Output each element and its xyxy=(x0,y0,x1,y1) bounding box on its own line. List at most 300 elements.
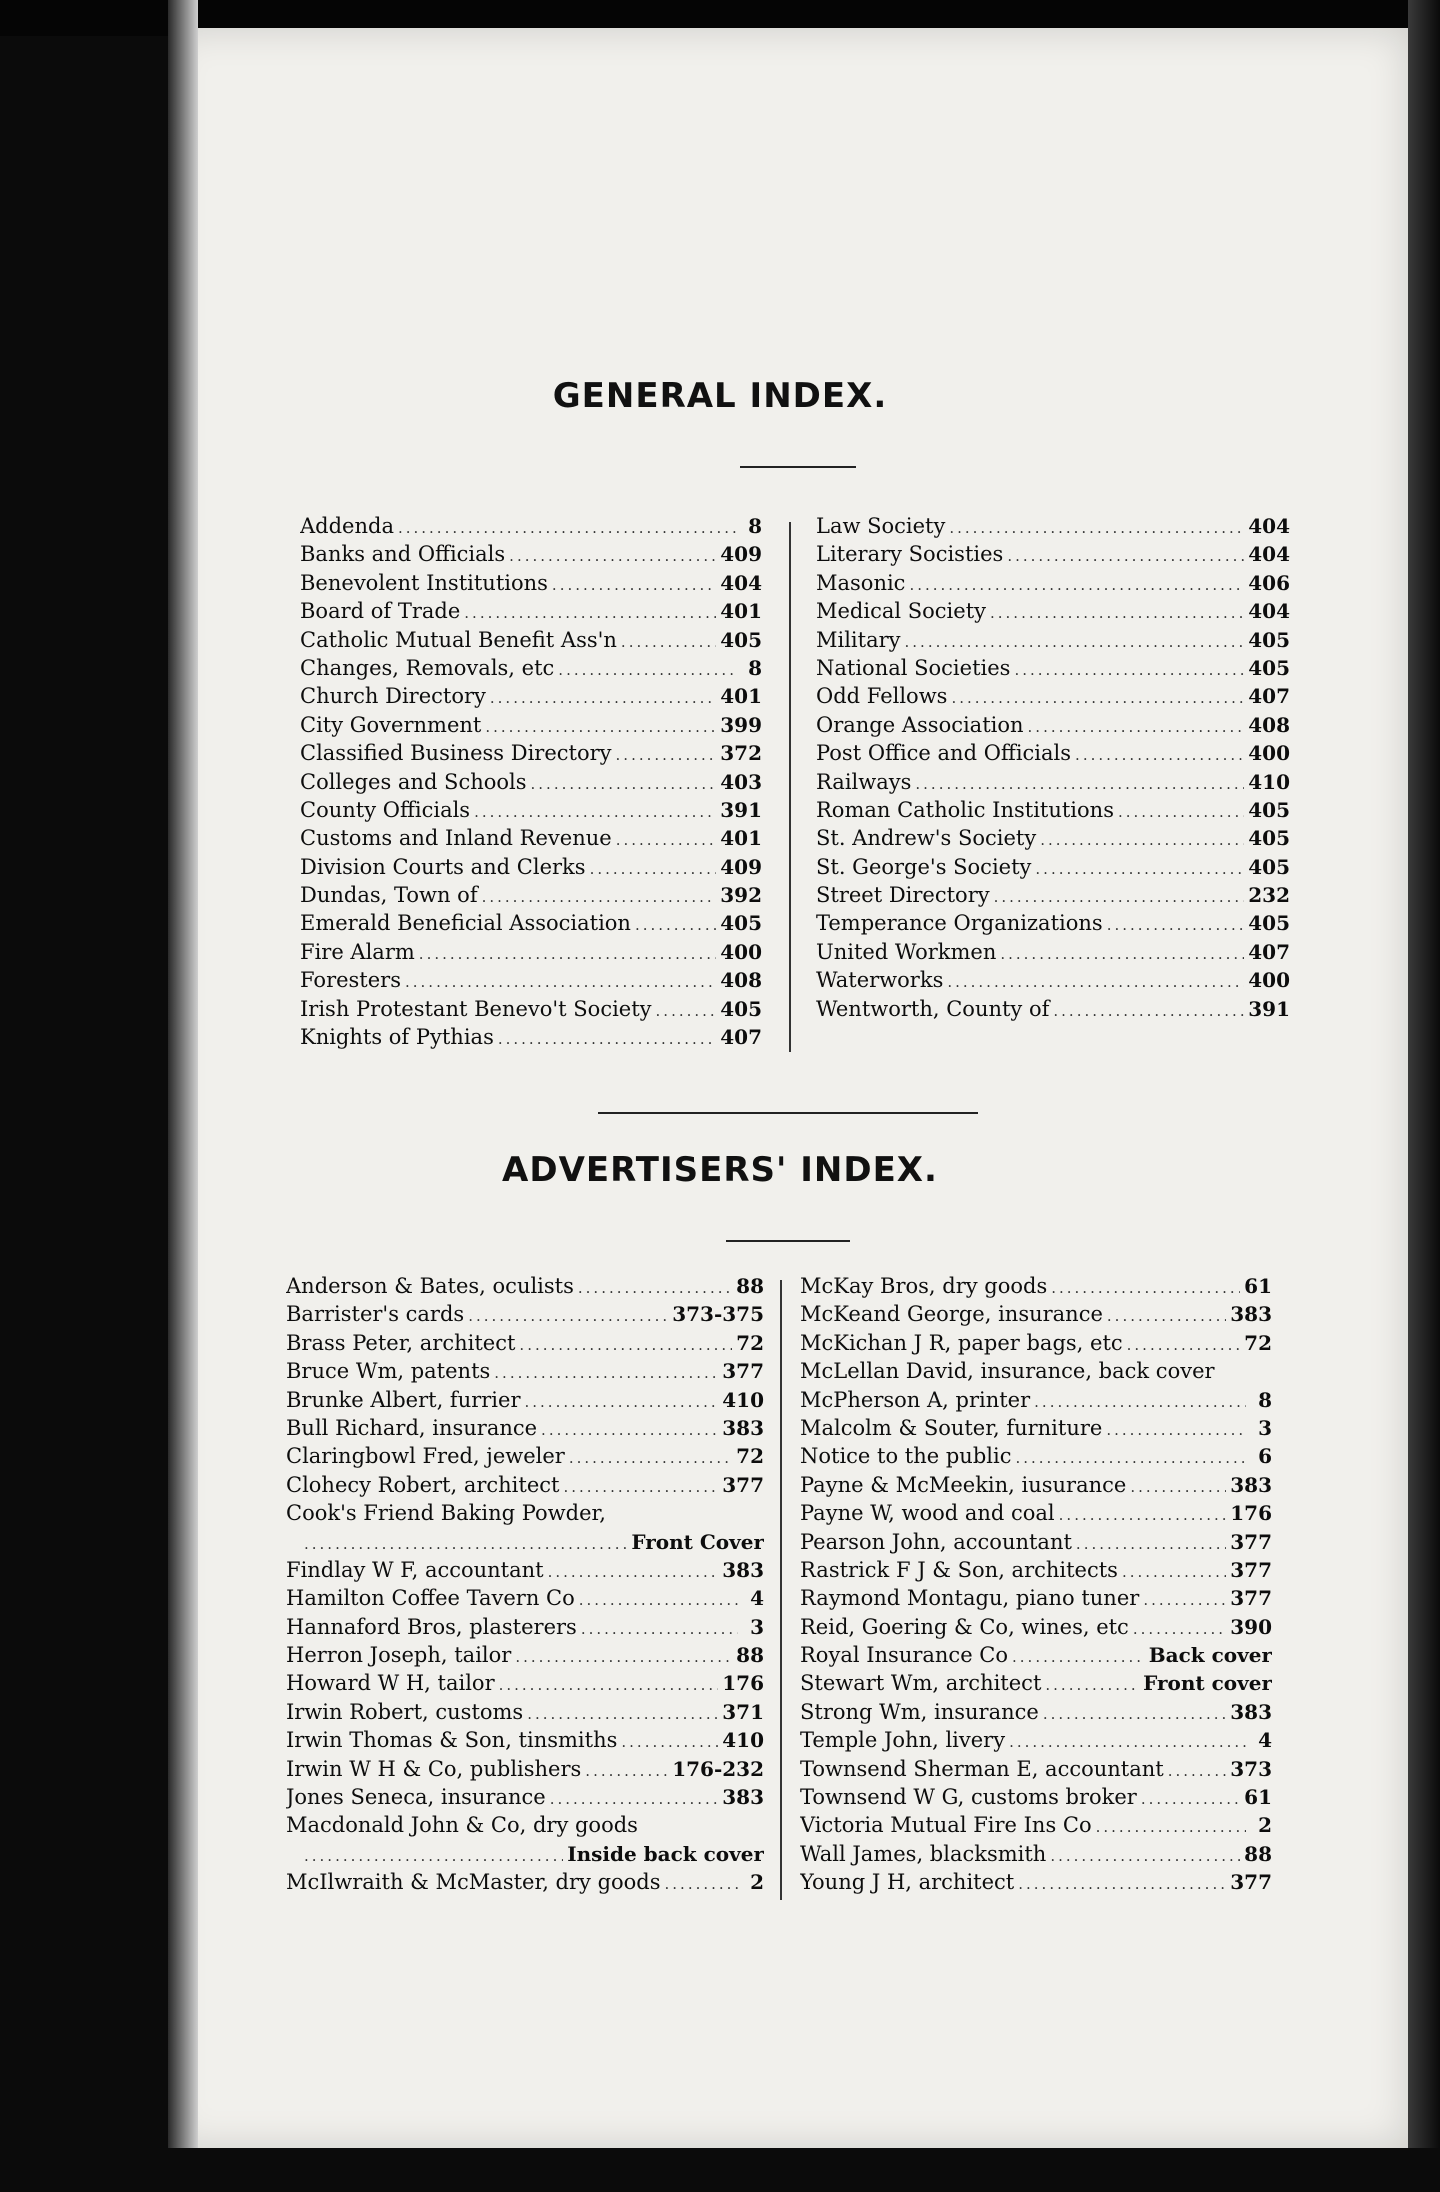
index-entry xyxy=(800,1499,1272,1527)
index-entry xyxy=(800,1556,1272,1584)
index-entry xyxy=(300,739,762,767)
leader-dots xyxy=(531,770,717,796)
leader-dots xyxy=(1009,1728,1246,1754)
index-entry xyxy=(286,1329,764,1357)
binding-spine xyxy=(168,0,198,2192)
entry-label: Medical Society xyxy=(816,599,986,624)
leader-dots xyxy=(558,656,736,682)
index-entry xyxy=(800,1471,1272,1499)
entry-label: Changes, Removals, etc xyxy=(300,655,555,680)
entry-page-number: 401 xyxy=(720,684,762,709)
index-entry xyxy=(816,626,1290,654)
entry-label: Customs and Inland Revenue xyxy=(300,826,612,851)
entry-page-number: 400 xyxy=(1248,968,1290,993)
leader-dots xyxy=(578,1274,732,1300)
index-entry xyxy=(816,540,1290,568)
entry-label: Cook's Friend Baking Powder, xyxy=(286,1501,606,1526)
entry-label: Law Society xyxy=(816,514,946,538)
leader-dots xyxy=(490,684,716,710)
index-entry xyxy=(816,881,1290,909)
entry-label: Division Courts and Clerks xyxy=(300,854,586,879)
entry-page-number: 406 xyxy=(1248,570,1290,595)
leader-dots xyxy=(525,1388,719,1414)
leader-dots xyxy=(947,968,1244,994)
leader-dots xyxy=(949,514,1244,540)
entry-label: McKay Bros, dry goods xyxy=(800,1274,1048,1298)
entry-label: City Government xyxy=(300,712,482,737)
index-entry xyxy=(286,1584,764,1612)
general-index-column-divider xyxy=(789,522,791,1052)
entry-label: Irwin Thomas & Son, tinsmiths xyxy=(286,1728,618,1753)
index-entry xyxy=(286,1669,764,1697)
leader-dots xyxy=(1007,542,1244,568)
index-entry xyxy=(286,1613,764,1641)
leader-dots xyxy=(515,1643,732,1669)
entry-page-number: 405 xyxy=(720,911,762,936)
entry-label: St. Andrew's Society xyxy=(816,826,1037,851)
entry-page-number: 391 xyxy=(1248,996,1290,1021)
entry-label: Townsend Sherman E, accountant xyxy=(800,1756,1164,1781)
entry-page-number: 2 xyxy=(1258,1813,1272,1838)
index-entry xyxy=(300,597,762,625)
index-entry xyxy=(800,1811,1272,1839)
entry-page-number: 409 xyxy=(720,854,762,879)
entry-label: Notice to the public xyxy=(800,1444,1012,1469)
entry-label: Military xyxy=(816,627,901,652)
index-entry xyxy=(286,1528,764,1556)
entry-page-number: 408 xyxy=(1248,712,1290,737)
index-entry xyxy=(800,1386,1272,1414)
leader-dots xyxy=(579,1586,738,1612)
leader-dots xyxy=(1141,1785,1240,1811)
leader-dots xyxy=(1122,1558,1226,1584)
entry-page-number: 401 xyxy=(720,599,762,624)
leader-dots xyxy=(1118,798,1244,824)
leader-dots xyxy=(498,1025,716,1051)
general-index-title: GENERAL INDEX. xyxy=(552,376,888,416)
entry-label: Wentworth, County of xyxy=(816,996,1050,1021)
index-entry xyxy=(816,682,1290,710)
entry-label: St. George's Society xyxy=(816,854,1032,879)
entry-page-number: 405 xyxy=(1248,826,1290,851)
leader-dots xyxy=(548,1558,719,1584)
index-entry xyxy=(300,540,762,568)
leader-dots xyxy=(569,1444,732,1470)
index-entry xyxy=(300,512,762,540)
leader-dots xyxy=(405,968,716,994)
entry-label: Anderson & Bates, oculists xyxy=(286,1274,574,1298)
entry-label: Irwin W H & Co, publishers xyxy=(286,1756,582,1781)
index-entry xyxy=(800,1357,1272,1385)
index-entry xyxy=(816,654,1290,682)
entry-label: Classified Business Directory xyxy=(300,741,612,766)
index-entry xyxy=(816,711,1290,739)
index-entry xyxy=(300,711,762,739)
entry-label: Townsend W G, customs broker xyxy=(800,1785,1137,1810)
leader-dots xyxy=(550,1785,719,1811)
leader-dots xyxy=(616,826,717,852)
entry-page-number: 392 xyxy=(720,883,762,908)
general-index-left-column xyxy=(300,512,762,1051)
leader-dots xyxy=(499,1671,719,1697)
entry-page-number: 400 xyxy=(1248,741,1290,766)
entry-label: McKeand George, insurance xyxy=(800,1302,1103,1327)
leader-dots xyxy=(1050,1842,1240,1868)
entry-label: McLellan David, insurance, back cover xyxy=(800,1359,1215,1384)
index-entry xyxy=(800,1698,1272,1726)
entry-label: Temperance Organizations xyxy=(816,911,1103,936)
entry-page-number: 373 xyxy=(1230,1756,1272,1781)
entry-page-number: 405 xyxy=(1248,655,1290,680)
entry-label: Literary Socisties xyxy=(816,542,1004,567)
index-entry xyxy=(816,824,1290,852)
index-entry xyxy=(286,1357,764,1385)
entry-page-number: 403 xyxy=(720,769,762,794)
entry-page-number: 232 xyxy=(1248,883,1290,908)
index-entry xyxy=(800,1329,1272,1357)
leader-dots xyxy=(1051,1274,1240,1300)
advertisers-index-right-column xyxy=(800,1272,1272,1897)
index-entry xyxy=(300,824,762,852)
entry-label: Wall James, blacksmith xyxy=(800,1841,1047,1866)
entry-label: County Officials xyxy=(300,797,471,822)
entry-page-number: 176 xyxy=(1230,1501,1272,1526)
entry-page-number: 383 xyxy=(722,1415,764,1440)
leader-dots xyxy=(1107,1302,1226,1328)
index-entry xyxy=(800,1613,1272,1641)
leader-dots xyxy=(1106,1416,1246,1442)
leader-dots xyxy=(563,1473,718,1499)
advertisers-index-column-divider xyxy=(780,1280,782,1900)
leader-dots xyxy=(1018,1870,1226,1896)
entry-page-number: 405 xyxy=(1248,854,1290,879)
index-entry xyxy=(816,796,1290,824)
index-entry xyxy=(300,881,762,909)
leader-dots xyxy=(519,1331,732,1357)
leader-dots xyxy=(1076,1530,1226,1556)
entry-label: Victoria Mutual Fire Ins Co xyxy=(800,1813,1092,1838)
index-entry xyxy=(800,1641,1272,1669)
index-entry xyxy=(300,768,762,796)
entry-page-number: 410 xyxy=(722,1728,764,1753)
leader-dots xyxy=(581,1615,738,1641)
entry-page-number: 3 xyxy=(750,1614,764,1639)
entry-label: National Societies xyxy=(816,655,1011,680)
index-entry xyxy=(800,1272,1272,1300)
entry-page-number: 405 xyxy=(720,996,762,1021)
index-entry xyxy=(300,796,762,824)
index-entry xyxy=(300,909,762,937)
entry-page-number: 405 xyxy=(1248,627,1290,652)
index-entry xyxy=(800,1669,1272,1697)
entry-page-number: 405 xyxy=(720,627,762,652)
index-entry xyxy=(286,1726,764,1754)
index-entry xyxy=(800,1840,1272,1868)
leader-dots xyxy=(990,599,1244,625)
index-entry xyxy=(286,1471,764,1499)
leader-dots xyxy=(1127,1331,1241,1357)
entry-page-number: 383 xyxy=(1230,1302,1272,1327)
leader-dots xyxy=(1035,855,1244,881)
entry-label: Post Office and Officials xyxy=(816,741,1072,766)
entry-page-number: 383 xyxy=(722,1557,764,1582)
entry-page-number: 4 xyxy=(1258,1728,1272,1753)
entry-label: Street Directory xyxy=(816,883,990,908)
entry-label: Catholic Mutual Benefit Ass'n xyxy=(300,627,617,652)
entry-label: Payne & McMeekin, iusurance xyxy=(800,1472,1127,1497)
entry-page-number: 377 xyxy=(1230,1557,1272,1582)
index-entry xyxy=(300,938,762,966)
section-divider-rule xyxy=(598,1112,978,1114)
entry-page-number: 176 xyxy=(722,1671,764,1696)
entry-page-number: 72 xyxy=(1244,1330,1272,1355)
entry-page-number: 8 xyxy=(1258,1387,1272,1412)
entry-page-number: 8 xyxy=(748,655,762,680)
index-entry xyxy=(286,1868,764,1896)
leader-dots xyxy=(1130,1473,1226,1499)
entry-page-number: 3 xyxy=(1258,1415,1272,1440)
entry-page-number: 407 xyxy=(720,1025,762,1050)
leader-dots xyxy=(951,684,1244,710)
index-entry xyxy=(286,1272,764,1300)
entry-label: Pearson John, accountant xyxy=(800,1529,1072,1554)
entry-label: Bruce Wm, patents xyxy=(286,1359,491,1384)
entry-label: Stewart Wm, architect xyxy=(800,1671,1042,1696)
entry-label: Dundas, Town of xyxy=(300,883,478,908)
leader-dots xyxy=(665,1870,738,1896)
entry-page-number: Inside back cover xyxy=(567,1841,764,1866)
index-entry xyxy=(286,1414,764,1442)
leader-dots xyxy=(1168,1757,1227,1783)
entry-label: Addenda xyxy=(300,514,394,538)
index-entry xyxy=(816,966,1290,994)
leader-dots xyxy=(541,1416,718,1442)
leader-dots xyxy=(1012,1643,1145,1669)
entry-label: Howard W H, tailor xyxy=(286,1671,495,1696)
index-entry xyxy=(816,938,1290,966)
index-entry xyxy=(286,1783,764,1811)
index-entry xyxy=(300,995,762,1023)
index-entry xyxy=(816,909,1290,937)
entry-page-number: 404 xyxy=(720,570,762,595)
index-entry xyxy=(286,1300,764,1328)
leader-dots xyxy=(419,940,716,966)
index-entry xyxy=(286,1556,764,1584)
entry-label: Masonic xyxy=(816,570,906,595)
leader-dots xyxy=(304,1842,563,1868)
index-entry xyxy=(800,1300,1272,1328)
entry-label: Knights of Pythias xyxy=(300,1025,494,1050)
entry-label: Findlay W F, accountant xyxy=(286,1557,544,1582)
entry-page-number: 383 xyxy=(1230,1472,1272,1497)
entry-label: Emerald Beneficial Association xyxy=(300,911,631,936)
leader-dots xyxy=(1034,1388,1246,1414)
entry-label: McKichan J R, paper bags, etc xyxy=(800,1330,1123,1355)
index-entry xyxy=(816,569,1290,597)
index-entry xyxy=(816,995,1290,1023)
entry-label: Jones Seneca, insurance xyxy=(286,1785,546,1810)
index-entry xyxy=(800,1528,1272,1556)
entry-label: Temple John, livery xyxy=(800,1728,1006,1753)
general-index-rule xyxy=(740,466,856,468)
entry-label: Malcolm & Souter, furniture xyxy=(800,1415,1103,1440)
index-entry xyxy=(800,1414,1272,1442)
leader-dots xyxy=(552,571,716,597)
entry-label: Railways xyxy=(816,769,912,794)
entry-page-number: 372 xyxy=(720,741,762,766)
entry-page-number: 61 xyxy=(1244,1785,1272,1810)
entry-page-number: 407 xyxy=(1248,939,1290,964)
entry-label: Church Directory xyxy=(300,684,486,709)
entry-page-number: 377 xyxy=(722,1472,764,1497)
entry-page-number: 88 xyxy=(1244,1841,1272,1866)
entry-label: Foresters xyxy=(300,968,401,993)
leader-dots xyxy=(621,1728,718,1754)
index-entry xyxy=(286,1499,764,1527)
entry-page-number: 72 xyxy=(736,1444,764,1469)
entry-page-number: 400 xyxy=(720,939,762,964)
entry-label: Brunke Albert, furrier xyxy=(286,1387,521,1412)
entry-label: Brass Peter, architect xyxy=(286,1330,516,1355)
leader-dots xyxy=(909,571,1244,597)
index-entry xyxy=(300,569,762,597)
entry-page-number: 383 xyxy=(722,1785,764,1810)
index-entry xyxy=(800,1755,1272,1783)
general-index-right-column xyxy=(816,512,1290,1023)
leader-dots xyxy=(464,599,716,625)
leader-dots xyxy=(1059,1501,1227,1527)
entry-label: Bull Richard, insurance xyxy=(286,1415,538,1440)
entry-page-number: 2 xyxy=(750,1870,764,1895)
leader-dots xyxy=(1053,997,1244,1023)
entry-page-number: 390 xyxy=(1230,1614,1272,1639)
entry-label: Colleges and Schools xyxy=(300,769,527,794)
leader-dots xyxy=(1075,741,1244,767)
leader-dots xyxy=(1043,1700,1226,1726)
entry-page-number: 410 xyxy=(722,1387,764,1412)
leader-dots xyxy=(656,997,717,1023)
advertisers-index-title: ADVERTISERS' INDEX. xyxy=(502,1150,938,1190)
leader-dots xyxy=(621,628,716,654)
leader-dots xyxy=(474,798,716,824)
index-entry xyxy=(286,1811,764,1839)
entry-page-number: 8 xyxy=(748,514,762,538)
index-entry xyxy=(286,1840,764,1868)
leader-dots xyxy=(482,883,717,909)
leader-dots xyxy=(994,883,1245,909)
entry-page-number: 405 xyxy=(1248,911,1290,936)
leader-dots xyxy=(304,1530,627,1556)
entry-page-number: 72 xyxy=(736,1330,764,1355)
index-entry xyxy=(286,1698,764,1726)
leader-dots xyxy=(494,1359,718,1385)
index-entry xyxy=(800,1442,1272,1470)
entry-label: McIlwraith & McMaster, dry goods xyxy=(286,1870,661,1895)
entry-page-number: 409 xyxy=(720,542,762,567)
leader-dots xyxy=(1107,911,1245,937)
index-entry xyxy=(286,1386,764,1414)
entry-label: Waterworks xyxy=(816,968,944,993)
leader-dots xyxy=(485,713,716,739)
entry-page-number: 401 xyxy=(720,826,762,851)
index-entry xyxy=(300,1023,762,1051)
index-entry xyxy=(286,1755,764,1783)
entry-page-number: 88 xyxy=(736,1643,764,1668)
entry-page-number: 176-232 xyxy=(672,1756,764,1781)
entry-page-number: 377 xyxy=(1230,1529,1272,1554)
entry-label: Odd Fellows xyxy=(816,684,948,709)
index-entry xyxy=(800,1584,1272,1612)
index-entry xyxy=(816,512,1290,540)
entry-label: Benevolent Institutions xyxy=(300,570,548,595)
index-entry xyxy=(286,1442,764,1470)
entry-label: Irwin Robert, customs xyxy=(286,1699,524,1724)
index-entry xyxy=(800,1868,1272,1896)
entry-label: Reid, Goering & Co, wines, etc xyxy=(800,1614,1129,1639)
leader-dots xyxy=(1040,826,1244,852)
entry-page-number: 373-375 xyxy=(672,1302,764,1327)
entry-label: Board of Trade xyxy=(300,599,461,624)
entry-page-number: 405 xyxy=(1248,797,1290,822)
entry-page-number: 88 xyxy=(736,1274,764,1298)
index-entry xyxy=(300,966,762,994)
entry-label: Macdonald John & Co, dry goods xyxy=(286,1813,638,1838)
entry-page-number: 61 xyxy=(1244,1274,1272,1298)
entry-label: Orange Association xyxy=(816,712,1024,737)
entry-page-number: 408 xyxy=(720,968,762,993)
leader-dots xyxy=(1028,713,1245,739)
leader-dots xyxy=(1015,1444,1246,1470)
entry-label: Irish Protestant Benevo't Society xyxy=(300,996,652,1021)
scan-border-right xyxy=(1408,0,1440,2192)
leader-dots xyxy=(585,1757,668,1783)
entry-page-number: 407 xyxy=(1248,684,1290,709)
entry-page-number: 404 xyxy=(1248,599,1290,624)
index-entry xyxy=(300,654,762,682)
leader-dots xyxy=(1045,1671,1139,1697)
index-entry xyxy=(286,1641,764,1669)
index-entry xyxy=(300,853,762,881)
entry-page-number: 404 xyxy=(1248,542,1290,567)
entry-label: Roman Catholic Institutions xyxy=(816,797,1114,822)
entry-label: Fire Alarm xyxy=(300,939,415,964)
leader-dots xyxy=(905,628,1245,654)
index-entry xyxy=(300,626,762,654)
entry-page-number: 4 xyxy=(750,1586,764,1611)
entry-page-number: 377 xyxy=(1230,1870,1272,1895)
entry-page-number: 6 xyxy=(1258,1444,1272,1469)
index-entry xyxy=(816,853,1290,881)
entry-page-number: 371 xyxy=(722,1699,764,1724)
entry-label: Rastrick F J & Son, architects xyxy=(800,1557,1118,1582)
entry-label: Raymond Montagu, piano tuner xyxy=(800,1586,1140,1611)
entry-label: Payne W, wood and coal xyxy=(800,1501,1055,1526)
entry-label: Hannaford Bros, plasterers xyxy=(286,1614,577,1639)
entry-page-number: 377 xyxy=(722,1359,764,1384)
leader-dots xyxy=(398,514,736,540)
leader-dots xyxy=(635,911,716,937)
leader-dots xyxy=(527,1700,718,1726)
entry-label: Barrister's cards xyxy=(286,1302,465,1327)
index-entry xyxy=(800,1783,1272,1811)
entry-label: Young J H, architect xyxy=(800,1870,1015,1895)
entry-label: United Workmen xyxy=(816,939,997,964)
entry-page-number: 410 xyxy=(1248,769,1290,794)
entry-label: Herron Joseph, tailor xyxy=(286,1643,512,1668)
advertisers-index-rule xyxy=(726,1240,850,1242)
entry-page-number: Front cover xyxy=(1143,1671,1272,1696)
entry-label: Strong Wm, insurance xyxy=(800,1699,1039,1724)
